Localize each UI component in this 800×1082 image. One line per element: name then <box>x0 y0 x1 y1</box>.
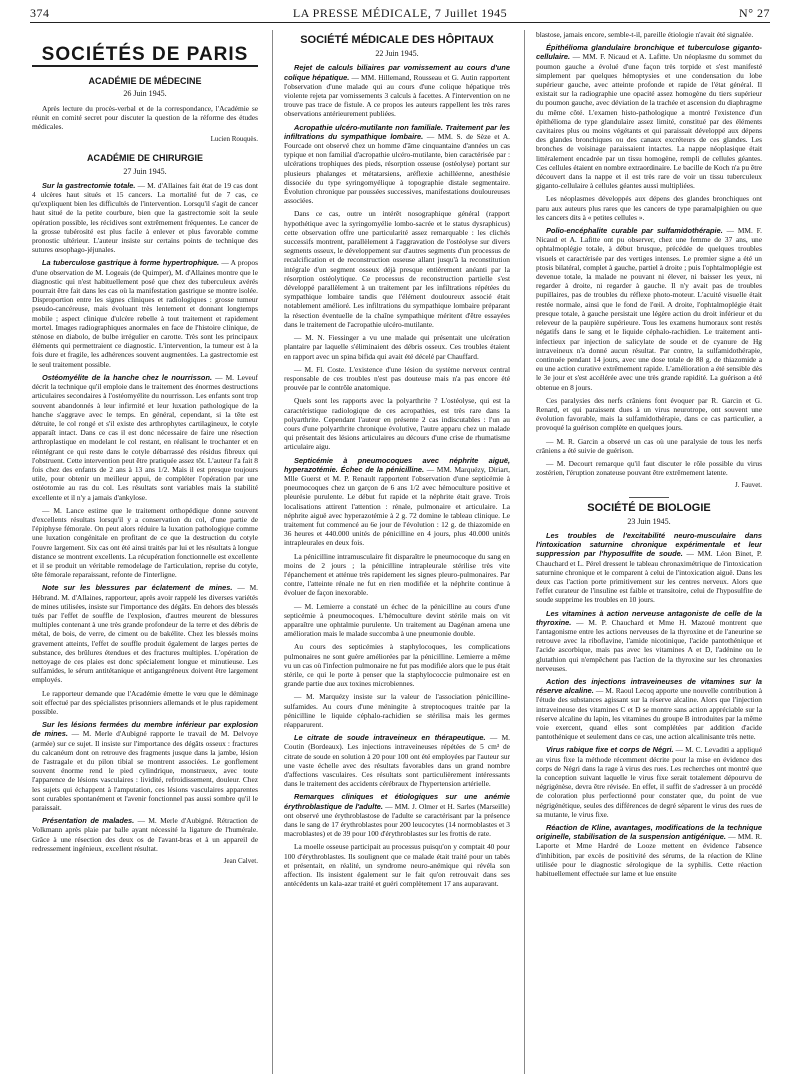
article-paragraph: Épithélioma glandulaire bronchique et tuberculose giganto-cellulaire. — MM. F. Nicaud et A. Lafitte. Un néoplasme du sommet du poumon gauche a évolué d'une façon très torpide et s'est manifesté simplement par quelques hémoptysies et une condensation du lobe supérieur gauche, avec atteinte profonde et rapide de l'état général. Il existait sur la radiographie une opacité assez homogène du tiers supérieur du poumon gauche, avec déviation de la trachée et ascension du diaphragme du même côté. L'examen histo-pathologique a montré l'existence d'un épithélioma de type glandulaire assez limité, constitué par des éléments cavitaires plus ou moins végétants et qui paraissait développé aux dépens des glandes bronchiques ou des canaux excréteurs de ces glandes. Les bronches de voisinage paraissaient intactes. La nappe néoplasique était littéralement encadrée par un tissu homogène, rempli de cellules géantes. Ces cellules étaient en nombre extraordinaire. Le bacille de Koch n'a pu être découvert dans la nappe et il est très rare de voir un tissu tuberculeux giganto-cellulaire à cellules géantes aussi multipliées. <box>536 43 762 191</box>
journal-title: LA PRESSE MÉDICALE, 7 Juillet 1945 <box>292 6 508 20</box>
column-3 <box>536 30 762 1074</box>
section-date: 23 Juin 1945. <box>627 516 671 526</box>
article-paragraph: Remarques cliniques et étiologiques sur une anémie érythroblastique de l'adulte. — MM. J. Olmer et H. Sarles (Marseille) ont observé une érythroblastose de l'adulte se caractérisant par la présence dans le sang de 17 érythroblastes pour 200 leucocytes (14 normoblastes et 3 macroblastes) et de 39 pour 100 d'érythroblastes sur les frottis de rate. <box>284 792 510 839</box>
running-header <box>30 4 770 23</box>
paragraph-heading: Réaction de Kline, avantages, modifications de la technique originelle, stabilisation de la suspension antigénique. <box>536 823 762 842</box>
issue-number: N° 27 <box>739 6 770 20</box>
column-2 <box>284 30 510 1074</box>
article-paragraph: Les néoplasmes développés aux dépens des glandes bronchiques ont paru aux auteurs plus rares que les cancers de type paramalpighien ou que les cancers dits à « petites cellules ». <box>536 194 762 222</box>
paragraph-heading: Polio-encéphalite curable par sulfamidothérapie. <box>546 226 723 236</box>
article-paragraph: Note sur les blessures par éclatement de mines. — M. Hébrand. M. d'Allaines, rapporteur, après avoir rappelé les diverses variétés de mines utilisées, insiste sur l'importance des dégâts. En dehors des blessés tués par l'effet de souffle de l'explosion, d'autres meurent de blessures multiples contenant à une très grande profondeur de la terre et des débris de métal, de bois, de verre, de ciment ou de bakélite. Chez les blessés moins gravement atteints, l'effet de souffle produit également de larges pertes de substance, des brûlures étendues et des fractures multiples. L'opération de nettoyage de ces plaies est donc spécialement longue et minutieuse. Les sulfamides, le sérum antitétanique et antigangréneux doivent être largement employés. <box>32 583 258 685</box>
section-date: 22 Juin 1945. <box>375 49 419 59</box>
section-heading-medicale-hopitaux: SOCIÉTÉ MÉDICALE DES HÔPITAUX <box>300 34 494 46</box>
paragraph-heading: Le citrate de soude intraveineux en thérapeutique. <box>294 733 486 743</box>
article-paragraph: — M. Decourt remarque qu'il faut discuter le rôle possible du virus zostérien, l'éruption zonateuse pouvant être extrêmement latente. <box>536 458 762 478</box>
article-paragraph: La pénicilline intramusculaire fit disparaître le pneumocoque du sang en moins de 2 jours ; la pénicilline intrapleurale stérilise très vite l'épanchement et atténue très rapidement les signes pleuro-pulmonaires. Par contre, l'atteinte rénale ne fut en rien modifiée et la néphrite continue à évoluer de façon inexorable. <box>284 551 510 598</box>
article-paragraph: Réaction de Kline, avantages, modifications de la technique originelle, stabilisation de la suspension antigénique. — MM. R. Laporte et Mme Hardré de Looze mettent en évidence l'absence d'inhibition, par excès de positivité des sérums, de la réaction de Kline utilisée pour le diagnostic sérologique de la syphilis. Cette réaction habituellement effectuée sur lame et lue ensuite <box>536 823 762 879</box>
article-paragraph: Présentation de malades. — M. Merle d'Aubigné. Rétraction de Volkmann après plaie par balle ayant nécessité la ligature de l'humérale. Grâce à une résection des deux os de l'avant-bras et à un appareil de redressement ingénieux, excellent résultat. <box>32 816 258 853</box>
article-paragraph: Les troubles de l'excitabilité neuro-musculaire dans l'intoxication saturnine chronique expérimentale et leur suppression par l'hyposulfite de soude. — MM. Léon Binet, P. Chauchard et L. Pérel dressent le tableau chronaximétrique de l'intoxication saturnine chronique et le comparent à celui de l'intoxication aiguë. Dans les deux cas l'action porte primitivement sur les centres nerveux. Alors que l'effet curateur de l'insuline est faible et transitoire, celui de l'hyposulfite de soude supprime les troubles en 10 jours. <box>536 530 762 605</box>
article-paragraph: Ostéomyélite de la hanche chez le nourrisson. — M. Leveuf décrit la technique qu'il emploie dans le traitement des énormes destructions articulaires secondaires à l'ostéomyélite du nourrisson. Les enfants sont trop souvent abandonnés à leur infirmité et leur luxation pathologique de la hanche s'aggrave avec le temps. En général, cependant, si la tête est détruite, le col rongé et s'il existe des arthrophytes cartilagineux, le cotyle apparaît intact. Dans ce cas il est donc nécessaire de faire une résection arthroplastique en modelant le col restant, en réalisant le trochanter et en réintégrant ce qui reste dans le cotyle débarrassé des résidus fibreux qui l'obstruent. Cette intervention peut être pratiquée assez tôt. L'auteur l'a fait 8 fois chez des enfants de 2 ans à 13 ans 1/2. Mais il est presque toujours utile, pour obtenir un meilleur appui, de compléter l'opération par une ostéotomie au ras du col. Les résultats sont variables mais la stabilité excellente et il n'y a jamais d'ankylose. <box>32 372 258 502</box>
article-paragraph: Au cours des septicémies à staphylocoques, les complications pulmonaires ne sont guère améliorées par la pénicilline. Lemierre a même vu un cas où l'infection pulmonaire ne fut pas modifiée alors que le pus était stérile, ce qui le porte à penser que la staphylococcie pulmonaire est en grande partie due aux toxines microbiennes. <box>284 642 510 689</box>
article-paragraph: — M. Marquézy insiste sur la valeur de l'association pénicilline-sulfamides. Au cours d'une méningite à streptocoques traitée par la pénicilline le liquide céphalo-rachidien se stérilisa mais les germes réapparurent. <box>284 692 510 730</box>
paragraph-heading: Action des injections intraveineuses de vitamines sur la réserve alcaline. <box>536 677 762 696</box>
paragraph-heading: Les troubles de l'excitabilité neuro-musculaire dans l'intoxication saturnine chronique expérimentale et leur suppression par l'hyposulfite de soude. <box>536 530 762 559</box>
article-paragraph: Le rapporteur demande que l'Académie émette le vœu que le déminage soit effectué par des spécialistes prisonniers allemands et le plus rapidement possible. <box>32 688 258 716</box>
article-paragraph: Les vitamines à action nerveuse antagoniste de celle de la thyroxine. — M. P. Chauchard et Mme H. Mazoué montrent que l'antagonisme entre les actions nerveuses de la thyroxine et de l'aneurine se retrouve avec la riboflavine, l'amide nicotinique, l'acide pantothénique et l'acide ascorbique, mais pas avec les vitamines A et D, l'adénine ou le glutathion qui n'empêchent pas l'action de la thyroxine sur les chronaxies nerveuses. <box>536 608 762 673</box>
article-paragraph: — M. R. Garcin a observé un cas où une paralysie de tous les nerfs crâniens a été suivie de guérison. <box>536 436 762 455</box>
article-paragraph: Acropathie ulcéro-mutilante non familiale. Traitement par les infiltrations du sympathique lombaire. — MM. S. de Sèze et A. Fourcade ont observé chez un homme d'âme cinquantaine d'années un cas typique et non familial d'acropathie ulcéro-mutilante, bien caractérisée par : ulcérations trophiques des pieds, résorption osseuse (ostéolyse) portant sur plusieurs phalanges et métatarsiens, aréflexie achilléenne, anesthésie dissociée du type syringomyélique à topographie distale segmentaire. Évolution chronique par poussées successives, manifestations douloureuses associées. <box>284 122 510 206</box>
paragraph-heading: Septicémie à pneumocoques avec néphrite aiguë, hyperazotémie. Échec de la pénicilline. <box>284 455 510 474</box>
paragraph-heading: Note sur les blessures par éclatement de mines. <box>42 583 233 593</box>
page-section-title: SOCIÉTÉS DE PARIS <box>32 50 258 67</box>
column-divider <box>272 30 273 1074</box>
author-signature: J. Fauvet. <box>734 481 762 490</box>
article-paragraph: — M. Lemierre a constaté un échec de la pénicilline au cours d'une septicémie à pneumocoques. L'hémoculture devint stérile mais on vit apparaître une ophtalmie purulente. Un traitement au Dagénan amena une amélioration mais le malade succomba à une pneumonie double. <box>284 601 510 639</box>
article-paragraph: Septicémie à pneumocoques avec néphrite aiguë, hyperazotémie. Échec de la pénicilline. — MM. Marquézy, Diriart, Mlle Guerst et M. P. Renault rapportent l'observation d'une septicémie à pneumocoques chez un garçon de 6 ans 1/2 avec hémoculture positive et pleurésie purulente. Le début fut rapide et la néphrite était grave. Trois localisations attirent l'attention : rénale, pulmonaire et articulaire. La néphrite aiguë avec hyperazotémie à 2 g. 72 domine le tableau clinique. Le traitement fut commencé au 6e jour de l'évolution : 12 g. de thiazomide en 36 heures et 440.000 unités de pénicilline en 4 jours, plus 40.000 unités intrapleurales en deux fois. <box>284 455 510 548</box>
section-heading-academie-chirurgie: ACADÉMIE DE CHIRURGIE <box>86 153 203 164</box>
section-date: 27 Juin 1945. <box>123 166 167 176</box>
article-paragraph: Action des injections intraveineuses de vitamines sur la réserve alcaline. — M. Raoul Lecoq apporte une nouvelle contribution à l'étude des substances agissant sur la réserve alcaline. Alors que l'injection intraveineuse des vitamines C et D se montre sans action appréciable sur la réserve alcaline du lapin, les vitamines du groupe B introduites par la même voie exercent, quand elles sont complétées par addition d'acide pantothénique et seulement dans ce cas, une action alcalinisante très nette. <box>536 677 762 742</box>
article-paragraph: — M. N. Fiessinger a vu une malade qui présentait une ulcération plantaire par laquelle s'éliminaient des débris osseux. Ces troubles étaient en rapport avec un spina bifida qui avait été décelé par Chauffard. <box>284 333 510 361</box>
section-separator <box>629 497 669 498</box>
article-paragraph: Après lecture du procès-verbal et de la correspondance, l'Académie se réunit en comité secret pour discuter la question de la réforme des études médicales. <box>32 103 258 132</box>
paragraph-heading: La tuberculose gastrique à forme hypertrophique. <box>42 258 220 268</box>
paragraph-heading: Épithélioma glandulaire bronchique et tuberculose giganto-cellulaire. <box>536 43 762 62</box>
article-paragraph: Quels sont les rapports avec la polyarthrite ? L'ostéolyse, qui est la caractéristique radiologique de ces acropathies, est très rare dans la polyarthrite. Cependant l'auteur en présente 2 cas indiscutables : l'un au cours d'une polyarthrite chronique évolutive, l'autre apparu chez un malade qui présentait des lésions articulaires au décours d'une crise de rhumatisme articulaire aigu. <box>284 396 510 452</box>
article-paragraph: Ces paralysies des nerfs crâniens font évoquer par R. Garcin et G. Renard, et qui paraissent dues à un virus neurotrope, ont souvent une évolution favorable, mais la sulfamidothérapie, dans ce cas particulier, a provoqué la guérison complète en quelques jours. <box>536 395 762 433</box>
article-paragraph: Le citrate de soude intraveineux en thérapeutique. — M. Coutin (Bordeaux). Les injections intraveineuses répétées de 5 cm³ de citrate de soude en solution à 20 pour 100 ont été employées par l'auteur sur une vaste échelle avec des résultats favorables dans un grand nombre d'affections vasculaires. Ces résultats sont particulièrement intéressants dans le traitement des accidents cérébraux de l'hypertension artérielle. <box>284 733 510 789</box>
paragraph-heading: Les vitamines à action nerveuse antagoniste de celle de la thyroxine. <box>536 608 762 627</box>
paragraph-heading: Rejet de calculs biliaires par vomissement au cours d'une colique hépatique. <box>284 63 510 82</box>
page-number: 374 <box>30 6 50 20</box>
article-paragraph: Polio-encéphalite curable par sulfamidothérapie. — MM. F. Nicaud et A. Lafitte ont pu observer, chez une femme de 37 ans, une ophtalmoplégie totale, à début brusque, précédée de quelques troubles visuels et caractérisée par des vertiges intenses. Le premier signe a été un ptosis bilatéral, complet à gauche, partiel à droite ; puis l'ophtalmoplégie est devenue totale, la malade ne pouvant ni élever, ni baisser les yeux, ni regarder à droite, ni regarder à gauche. Il n'y avait pas de troubles pupillaires, pas de troubles du réflexe photo-moteur. L'acuité visuelle était restée normale, ainsi que le fond de l'œil. A droite, l'ophtalmoplégie était presque totale, à gauche persistait une légère action du droit inférieur et du releveur de la paupière supérieure. Tous les examens humoraux sont restés négatifs dans le sang et le liquide céphalo-rachidien. Le traitement anti-infectieux par injection de salicylate de soude et de cyanure de Hg intraveineux n'a donné aucun résultat. Par contre, la sulfamidothérapie, continuée pendant 14 jours, avec une dose totale de 88 g. de thiazomide a eu une action curative extrêmement rapide. L'amélioration a été sensible dès le 3e jour et s'est accélérée avec une très grande rapidité. La guérison a été obtenue en 8 jours. <box>536 226 762 392</box>
section-heading-academie-medecine: ACADÉMIE DE MÉDECINE <box>88 76 202 87</box>
article-paragraph: Dans ce cas, outre un intérêt nosographique général (rapport hypothétique avec la syringomyélie lombo-sacrée et le status dysraphicus) cette observation offre une particularité assez remarquable : les clichés successifs montrent, parallèlement à l'aggravation de l'ostéolyse sur divers segments osseux, le développement sur d'autres segments d'un processus de recalcification et de reconstruction osseuse allant jusqu'à la reconstitution intégrale d'un segment osseux déjà presque entièrement anéanti par la résorption ostéolytique. Ce processus de reconstruction partielle s'est développé parallèlement à un traitement par les infiltrations répétées du sympathique lombaire tandis que l'élément douloureux associé était notablement amélioré. Les infiltrations du sympathique lombaire préparant la résection éventuelle de la chaîne sympathique méritent d'être essayées dans le traitement de l'acropathie ulcéro-mutilante. <box>284 209 510 329</box>
paragraph-heading: Remarques cliniques et étiologiques sur une anémie érythroblastique de l'adulte. <box>284 792 510 811</box>
article-paragraph: — M. Lance estime que le traitement orthopédique donne souvent d'excellents résultats lorsqu'il y a conservation du col, d'une partie de l'épiphyse fémorale. On peut alors réduire la luxation pathologique comme une luxation congénitale en profitant de ce que la destruction du cotyle l'ouvre largement. Six cas ont été ainsi traités par lui et les résultats à longue distance se montrent excellents. La récupération fonctionnelle est excellente et il se produit un véritable remodelage de l'articulation, reprise du cotyle, tête fémorale reparaissant, refonte de l'interligne. <box>32 505 258 580</box>
paragraph-heading: Ostéomyélite de la hanche chez le nourrisson. <box>42 372 213 382</box>
paragraph-heading: Sur la gastrectomie totale. <box>42 180 136 190</box>
column-1 <box>32 30 258 1074</box>
author-signature: Lucien Rouquès. <box>210 135 258 144</box>
article-paragraph: La moelle osseuse participait au processus puisqu'on y comptait 40 pour 100 d'érythroblastes. Ils soulignent que ce malade était traité pour un tabès et présentait, en réalité, un syndrome neuro-anémique qui révéla son affection. Ils insistent également sur le fait qu'on retrouvait dans ses antécédents un kala-azar traité et guéri complètement 17 ans auparavant. <box>284 842 510 889</box>
article-paragraph: — M. Fl. Coste. L'existence d'une lésion du système nerveux central responsable de ces troubles n'est pas douteuse mais n'a pas encore été prouvée par le contrôle anatomique. <box>284 364 510 393</box>
column-divider <box>524 30 525 1074</box>
article-paragraph: Rejet de calculs biliaires par vomissement au cours d'une colique hépatique. — MM. Hillemand, Rousseau et G. Autin rapportent l'observation d'une malade qui au cours d'une colique hépatique très violente rejeta par vomissements 3 calculs à facettes. A l'intervention on ne trouve pas trace de fistule. A ce propos les auteurs rappellent les très rares observations antérieurement publiées. <box>284 63 510 119</box>
article-paragraph: blastose, jamais encore, semble-t-il, pareille étiologie n'avait été signalée. <box>536 30 754 39</box>
article-paragraph: Sur les lésions fermées du membre inférieur par explosion de mines. — M. Merle d'Aubigné rapporte le travail de M. Delvoye (armée) sur ce sujet. Il insiste sur l'importance des dégâts osseux : fractures du calcanéum dont on retrouve des fragments jusque dans la jambe, lésion de l'astragale et du pilon tibial se montrent associées. Le gonflement souvent énorme rend le pied cylindrique, monstrueux, avec toute l'apparence de lésions vasculaires : lividité, refroidissement, douleur. Chez les sujets qui échappent à l'amputation, ces lésions vasculaires apparentes sont curables spontanément et l'avenir fonctionnel pas aussi sombre qu'il le paraissait. <box>32 720 258 813</box>
paragraph-heading: Acropathie ulcéro-mutilante non familiale. Traitement par les infiltrations du sympathique lombaire. <box>284 122 510 141</box>
section-date: 26 Juin 1945. <box>123 89 167 99</box>
paragraph-heading: Sur les lésions fermées du membre inférieur par explosion de mines. <box>32 720 258 739</box>
section-heading-societe-biologie: SOCIÉTÉ DE BIOLOGIE <box>587 501 711 514</box>
paragraph-heading: Présentation de malades. <box>42 816 135 826</box>
article-paragraph: Sur la gastrectomie totale. — M. d'Allaines fait état de 19 cas dont 4 ulcères haut situés et 15 cancers. La mortalité fut de 7 cas, ce qu'expliquent bien les difficultés de l'intervention. Lorsqu'il s'agit de cancer haut situé de la petite courbure, bien que la gastrectomie soit la seule opération possible, les récidives sont extrêmement fréquentes. Le cancer de la grosse tubérosité est plus facile à enlever et plus favorable comme pronostic ultérieur. L'auteur insiste sur certains points de technique des sutures œsophago-jéjunales. <box>32 180 258 255</box>
author-signature: Jean Calvet. <box>223 857 258 866</box>
paragraph-heading: Virus rabique fixe et corps de Négri. <box>546 745 674 755</box>
article-paragraph: Virus rabique fixe et corps de Négri. — M. C. Levaditi a appliqué au virus fixe la méthode récemment décrite pour la mise en évidence des corps de Négri dans la rage à virus des rues. Les recherches ont montré que la conception suivant laquelle le virus fixe serait totalement dépourvu de négrigénèse, devra être révisée. En effet, il suffit de s'adresser à un procédé de coloration plus perfectionné pour constater que, du point de vue négrigénétique, seules des différences de degré séparent le virus des rues de sa mutante, le virus fixe. <box>536 745 762 819</box>
article-paragraph: La tuberculose gastrique à forme hypertrophique. — A propos d'une observation de M. Logeais (de Quimper), M. d'Allaines montre que le diagnostic qui n'est habituellement posé que chez des tuberculeux avérés pourrait être fait dans les cas où la manifestation gastrique se montre isolée. Disproportion entre les signes cliniques et radiologiques : grosse tumeur pseudo-cancéreuse, mais évoluant très lentement et donnant longtemps mobile ; aspect clinique d'ulcère rebelle à tout traitement et rapidement mortel. Images radiographiques anormales en face de l'histoire clinique, de sténose en diabolo, de bulbe irrégulier en carotte. Très sont les principaux éléments qui permettraient ce diagnostic. L'intervention, la tumeur est à la fois dure et fragile, les adhérences souvent augmentées. La gastrectomie est le seul traitement possible. <box>32 258 258 369</box>
